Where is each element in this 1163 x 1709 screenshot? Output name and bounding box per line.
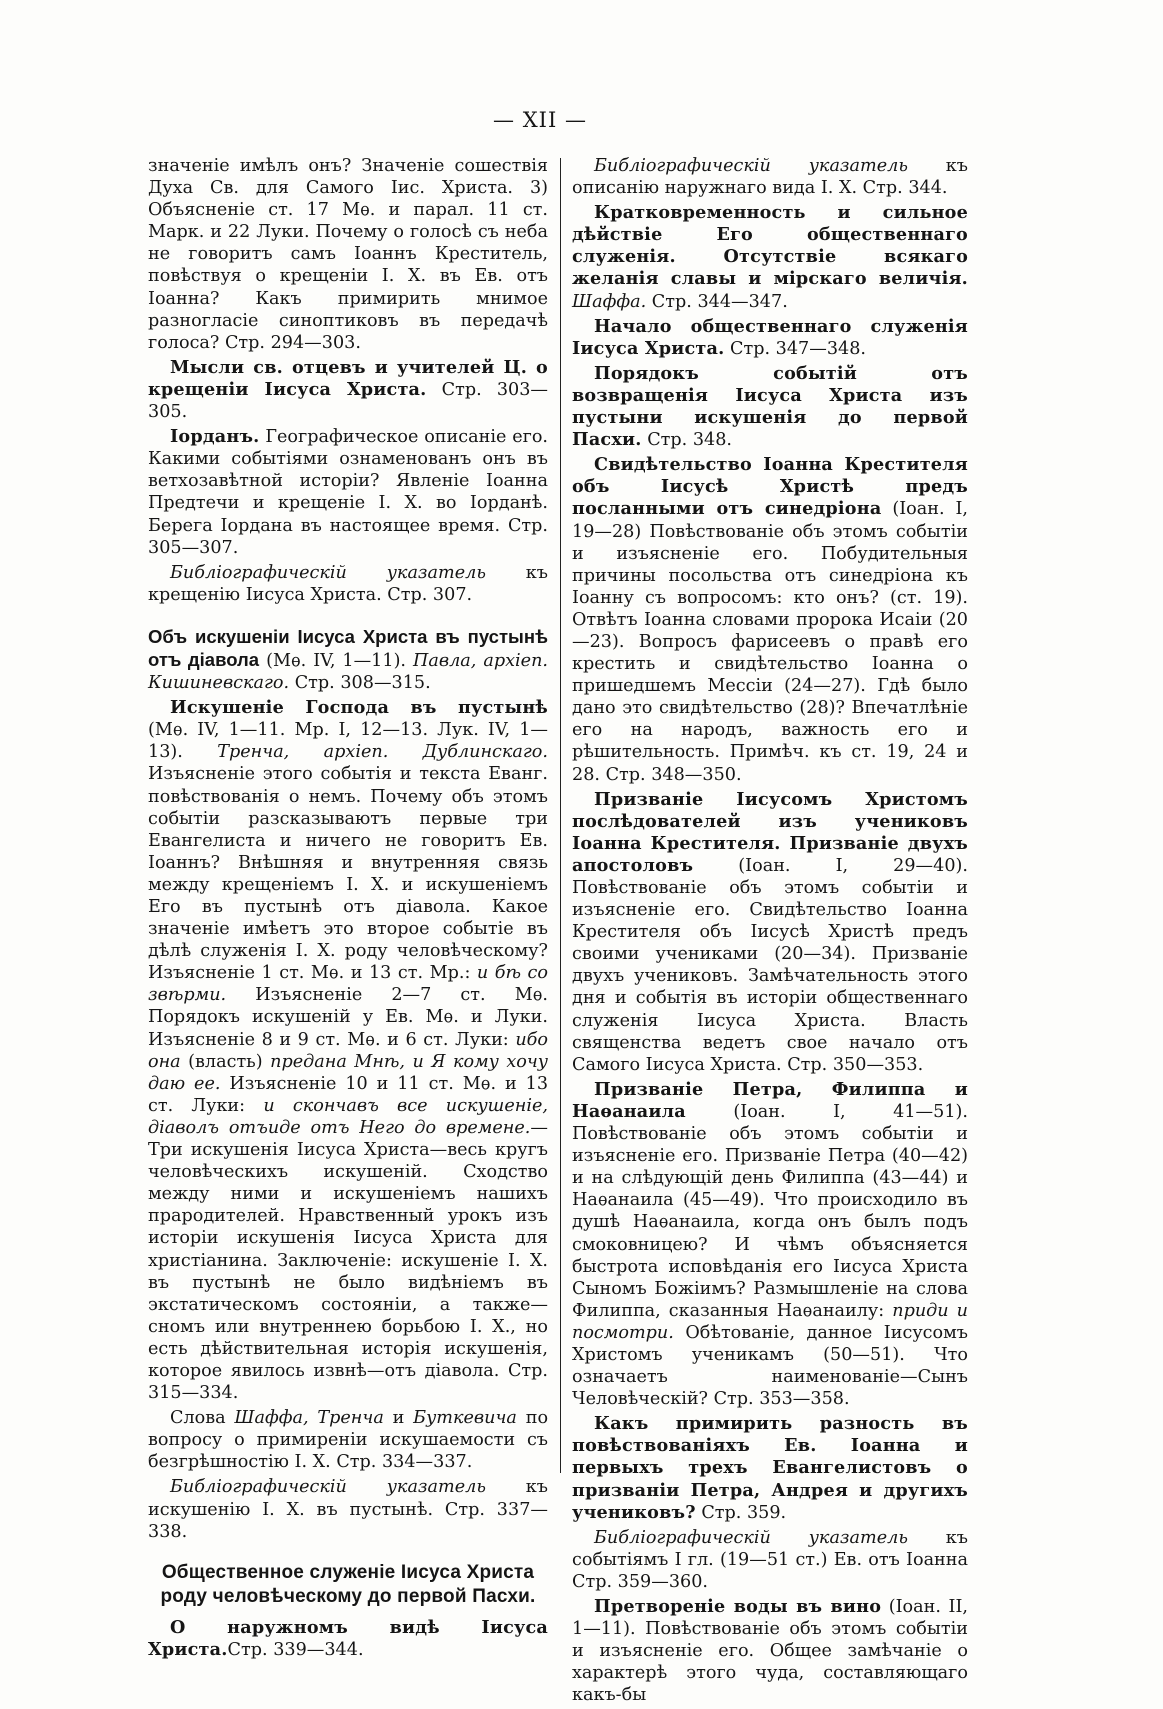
entry-italic: Буткевича xyxy=(413,1408,517,1429)
entry-italic: Библіографическій указатель xyxy=(170,1477,486,1498)
right-entry-5 xyxy=(572,454,968,785)
right-column xyxy=(572,155,968,1709)
entry-text: Изъясненіе 2—7 ст. Мѳ. Порядокъ искушеній у Ев. Мѳ. и Луки. Изъясненіе 8 и 9 ст. Мѳ. и 6 ст. Луки: xyxy=(148,985,549,1050)
entry-italic: Тренча, архіеп. Дублинскаго. xyxy=(217,742,548,763)
right-entry-8 xyxy=(572,1413,968,1523)
entry-title: Мысли св. отцевъ и учителей Ц. о крещеніи Іисуса Христа. xyxy=(148,356,548,400)
entry-text: (Іоан. I, 29—40). Повѣствованіе объ этомъ событіи и изъясненіе его. Свидѣтельство Іоанна Крестителя объ Іисусѣ Христѣ предъ своими учениками (20—34). Призваніе двухъ учениковъ. Замѣчательность этого дня и событія въ исторіи общественнаго служенія Іисуса Христа. Власть священства ведетъ свое начало отъ Самого Іисуса Христа. Стр. 350—353. xyxy=(572,855,968,1075)
entry-text: (Мѳ. IV, 1—11. Мр. I, 12—13. Лук. IV, 1—13). xyxy=(148,720,548,763)
entry-italic: Шаффа, Тренча xyxy=(234,1408,384,1429)
right-entry-4 xyxy=(572,363,968,451)
right-entry-9 xyxy=(572,1527,968,1593)
column-divider xyxy=(560,158,561,1473)
entry-italic: и бѣ со звѣрми. xyxy=(148,963,548,1006)
entry-text: —Три искушенія Іисуса Христа—весь кругъ человѣческихъ искушеній. Сходство между ними и искушеніемъ нашихъ прародителей. Нравственный урокъ изъ исторіи искушенія Іисуса Христа для христіанина. Заключеніе: искушеніе І. Х. въ пустынѣ не было видѣніемъ въ экстатическомъ состояніи, а также—сномъ или внутреннею борьбою І. Х., но есть дѣйствительная исторія искушенія, которое явилось извнѣ—отъ діавола. Стр. 315—334. xyxy=(148,1117,548,1404)
entry-text: Изъясненіе этого событія и текста Еванг. повѣствованія о немъ. Почему объ этомъ событіи разсказываютъ первые три Евангелиста и ничего не говоритъ Ев. Іоаннъ? Внѣшняя и внутренняя связь между крещеніемъ І. Х. и искушеніемъ Его въ пустынѣ отъ діавола. Какое значеніе имѣетъ это второе событіе въ дѣлѣ служенія І. Х. роду человѣческому? Изъясненіе 1 ст. Мѳ. и 13 ст. Мр.: xyxy=(148,764,548,984)
entry-text: Географическое описаніе его. Какими событіями ознаменованъ онъ въ ветхозавѣтной исторіи? Явленіе Іоанна Предтечи и крещеніе І. Х. во Іорданѣ. Берега Іордана въ настоящее время. Стр. 305—307. xyxy=(148,427,549,558)
left-entry-3 xyxy=(148,426,548,559)
entry-title: Призваніе Іисусомъ Христомъ послѣдователей изъ учениковъ Іоанна Крестителя. Призваніе двухъ апостоловъ xyxy=(572,788,968,876)
left-entry-1 xyxy=(148,155,548,354)
section-title: Объ искушеніи Іисуса Христа въ пустынѣ отъ діавола xyxy=(148,625,548,670)
entry-title: Свидѣтельство Іоанна Крестителя объ Іисусѣ Христѣ предъ посланными отъ синедріона xyxy=(572,454,968,520)
section-heading-temptation xyxy=(148,626,548,694)
entry-text: (власть) xyxy=(188,1051,263,1072)
entry-italic: приди и посмотри. xyxy=(572,1300,968,1343)
entry-title: Претвореніе воды въ вино xyxy=(594,1596,882,1617)
entry-text: (Іоан. I, 19—28) Повѣствованіе объ этомъ событіи и изъясненіе его. Побудительныя причины посольства отъ синедріона къ Іоанну съ вопросомъ: кто онъ? (ст. 19). Отвѣтъ Іоанна словами пророка Исаіи (20—23). Вопросъ фарисеевъ о правѣ его крестить и свидѣтельство Іоанна о пришедшемъ Мессіи (24—27). Гдѣ было дано это свидѣтельство (28)? Впечатлѣніе его на народъ, важность его и рѣшительность. Примѣч. къ ст. 19, 24 и 28. Стр. 348—350. xyxy=(572,499,968,785)
entry-title: Начало общественнаго служенія Іисуса Христа. xyxy=(572,315,968,359)
entry-italic: предана Мнѣ, и Я кому хочу даю ее. xyxy=(148,1051,549,1094)
entry-text: Изъясненіе 10 и 11 ст. Мѳ. и 13 ст. Луки: xyxy=(148,1073,549,1116)
left-entry-6 xyxy=(148,1407,548,1473)
entry-text: (Іоан. I, 41—51). Повѣствованіе объ этомъ событіи и изъясненіе его. Призваніе Петра (40—42) и на слѣдующій день Филиппа (43—44) и Наѳанаила (45—49). Что происходило въ душѣ Наѳанаила, когда онъ былъ подъ смоковницею? И чѣмъ объясняется быстрота исповѣданія его Іисуса Христа Сыномъ Божіимъ? Размышленіе на слова Филиппа, сказанныя Наѳанаилу: xyxy=(572,1101,968,1321)
right-entry-6 xyxy=(572,789,968,1076)
entry-title: Порядокъ событій отъ возвращенія Іисуса Христа изъ пустыни искушенія до первой Пасхи. xyxy=(572,362,968,451)
left-entry-7 xyxy=(148,1476,548,1542)
right-entry-10 xyxy=(572,1596,968,1706)
left-entry-2 xyxy=(148,357,548,423)
left-entry-8 xyxy=(148,1617,548,1661)
entry-text: (Іоан. II, 1—11). Повѣствованіе объ этомъ событіи и изъясненіе его. Общее замѣчаніе о характерѣ этого чуда, составляющаго какъ-бы xyxy=(572,1597,968,1706)
entry-pages: Стр. 339—344. xyxy=(227,1639,364,1660)
entry-text: по вопросу о примиреніи искушаемости съ безгрѣшностію І. Х. Стр. 334—337. xyxy=(148,1408,549,1473)
entry-italic: Шаффа. xyxy=(572,291,647,312)
entry-italic: Библіографическій указатель xyxy=(594,1527,908,1548)
entry-italic: Библіографическій указатель xyxy=(594,156,908,176)
entry-title: Искушеніе Господа въ пустынѣ xyxy=(170,697,548,719)
entry-title: О наружномъ видѣ Іисуса Христа. xyxy=(148,1616,548,1660)
right-entry-1 xyxy=(572,155,968,199)
left-entry-5 xyxy=(148,697,548,1404)
entry-title: Іорданъ. xyxy=(170,426,260,448)
entry-pages: Стр. 308—315. xyxy=(294,673,431,694)
right-entry-2 xyxy=(572,202,968,312)
entry-text: значеніе имѣлъ онъ? Значеніе сошествія Духа Св. для Самого Іис. Христа. 3) Объясненіе ст. 17 Мѳ. и парал. 11 ст. Марк. и 22 Луки. Почему о голосѣ съ неба не говоритъ самъ Іоаннъ Креститель, повѣствуя о крещеніи І. Х. въ Ев. отъ Іоанна? Какъ примирить мнимое разногласіе синоптиковъ въ передачѣ голоса? Стр. 294—303. xyxy=(148,156,548,353)
entry-italic: и скончавъ все искушеніе, діаволъ отъиде отъ Него до времене. xyxy=(148,1095,548,1138)
entry-pages: Стр. 359. xyxy=(701,1502,787,1523)
entry-text: къ искушенію І. Х. въ пустынѣ. Стр. 337—338. xyxy=(148,1477,548,1542)
entry-italic: Павла, архіеп. Кишиневскаго. xyxy=(148,650,548,694)
entry-title: Какъ примирить разность въ повѣствованіяхъ Ев. Іоанна и первыхъ трехъ Евангелистовъ о призваніи Петра, Андрея и другихъ учениковъ? xyxy=(572,1413,968,1523)
entry-pages: Стр. 303—305. xyxy=(148,379,549,423)
section-heading-public-ministry: Общественное служеніе Іисуса Христа роду человѣческому до первой Пасхи. xyxy=(160,1561,536,1607)
right-entry-7 xyxy=(572,1079,968,1410)
entry-italic: Библіографическій указатель xyxy=(170,562,486,583)
entry-title: Кратковременность и сильное дѣйствіе Его общественнаго служенія. Отсутствіе всякаго желанія славы и мірскаго величія. xyxy=(572,202,968,290)
entry-text: и xyxy=(392,1408,405,1429)
entry-text: къ крещенію Іисуса Христа. Стр. 307. xyxy=(148,562,548,605)
left-column xyxy=(148,155,548,1664)
entry-text: (Мѳ. IV, 1—11). xyxy=(266,650,407,671)
entry-text: къ событіямъ I гл. (19—51 ст.) Ев. отъ Іоанна Стр. 359—360. xyxy=(572,1527,968,1592)
entry-italic: ибо она xyxy=(148,1029,548,1072)
entry-text: къ описанію наружнаго вида І. Х. Стр. 344. xyxy=(572,156,968,199)
entry-pages: Стр. 347—348. xyxy=(730,338,867,359)
right-entry-3 xyxy=(572,316,968,360)
entry-text: Обѣтованіе, данное Іисусомъ Христомъ ученикамъ (50—51). Что означаетъ наименованіе—Сынъ Человѣческій? Стр. 353—358. xyxy=(572,1322,969,1410)
page-number: — XII — xyxy=(493,108,587,132)
entry-title: Призваніе Петра, Филиппа и Наѳанаила xyxy=(572,1078,968,1122)
entry-text: Слова xyxy=(170,1408,226,1429)
left-entry-4 xyxy=(148,562,548,606)
entry-pages: Стр. 344—347. xyxy=(651,291,788,312)
entry-pages: Стр. 348. xyxy=(647,430,733,451)
